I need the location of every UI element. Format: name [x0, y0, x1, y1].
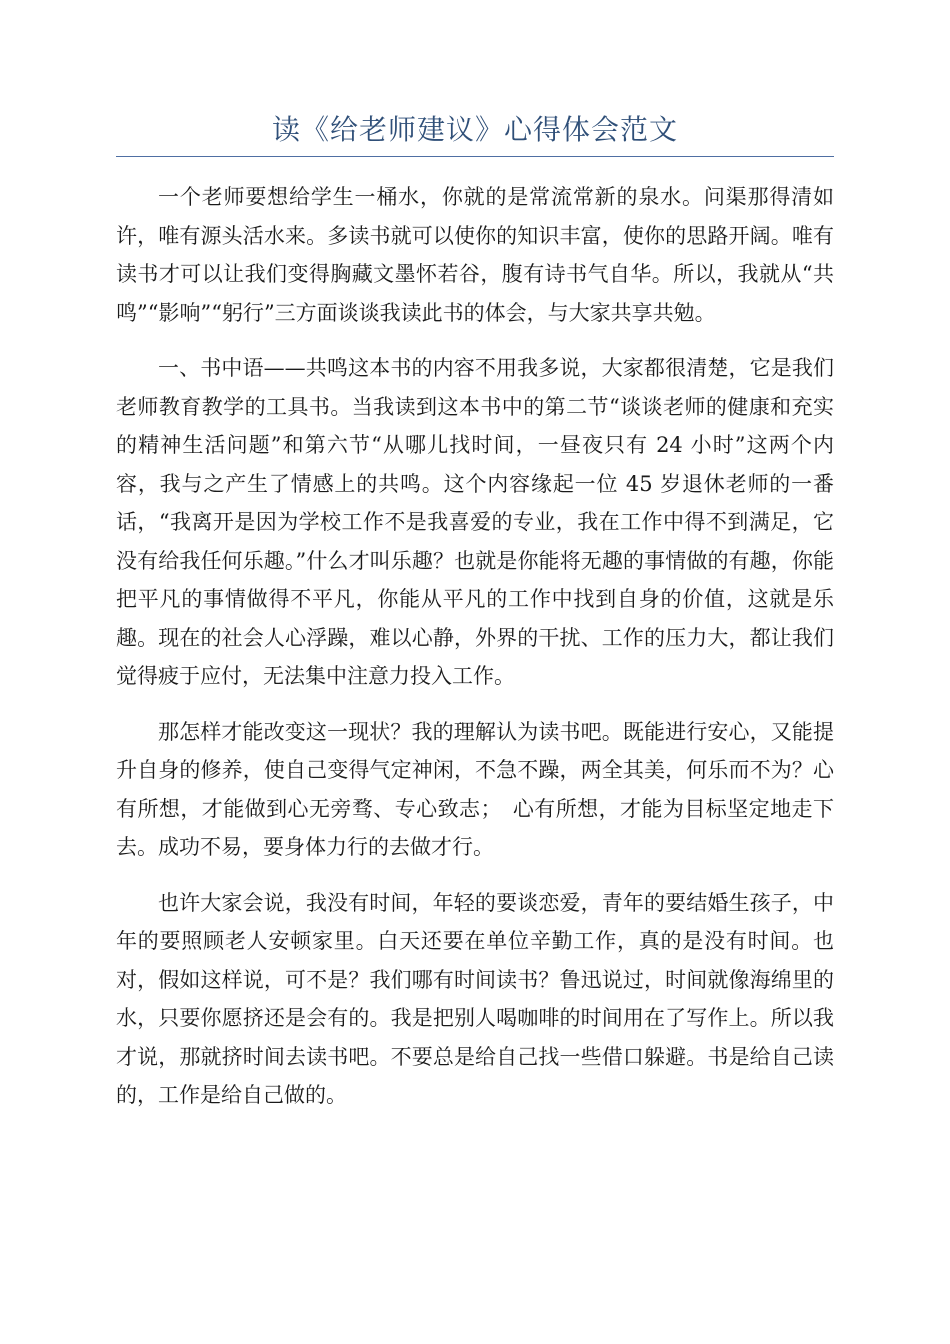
paragraph-1: 一个老师要想给学生一桶水，你就的是常流常新的泉水。问渠那得清如许，唯有源头活水来。多读书就可以使你的知识丰富，使你的思路开阔。唯有读书才可以让我们变得胸藏文墨怀若谷，腹有诗书气自华。所以，我就从“共鸣”“影响”“躬行”三方面谈谈我读此书的体会，与大家共享共勉。 — [116, 185, 834, 325]
document-title: 读《给老师建议》心得体会范文 — [271, 113, 678, 146]
paragraph-4: 也许大家会说，我没有时间，年轻的要谈恋爱，青年的要结婚生孩子，中年的要照顾老人安顿家里。白天还要在单位辛勤工作，真的是没有时间。也对，假如这样说，可不是？我们哪有时间读书？鲁迅说过，时间就像海绵里的水，只要你愿挤还是会有的。我是把别人喝咖啡的时间用在了写作上。所以我才说，那就挤时间去读书吧。不要总是给自己找一些借口躲避。书是给自己读的，工作是给自己做的。 — [116, 890, 834, 1107]
title-block — [116, 108, 834, 157]
paragraph-2: 一、书中语——共鸣这本书的内容不用我多说，大家都很清楚，它是我们老师教育教学的工具书。当我读到这本书中的第二节“谈谈老师的健康和充实的精神生活问题”和第六节“从哪儿找时间，一昼夜只有 24 小时”这两个内容，我与之产生了情感上的共鸣。这个内容缘起一位 45 岁退休老师的一番话，“我离开是因为学校工作不是我喜爱的专业，我在工作中得不到满足，它没有给我任何乐趣。”什么才叫乐趣？也就是你能将无趣的事情做的有趣，你能把平凡的事情做得不平凡，你能从平凡的工作中找到自身的价值，这就是乐趣。现在的社会人心浮躁，难以心静，外界的干扰、工作的压力大，都让我们觉得疲于应付，无法集中注意力投入工作。 — [116, 356, 834, 688]
paragraph-3: 那怎样才能改变这一现状？我的理解认为读书吧。既能进行安心，又能提升自身的修养，使自己变得气定神闲，不急不躁，两全其美，何乐而不为？心有所想，才能做到心无旁骛、专心致志； 心有所想，才能为目标坚定地走下去。成功不易，要身体力行的去做才行。 — [116, 719, 834, 859]
document-body — [116, 178, 834, 1132]
